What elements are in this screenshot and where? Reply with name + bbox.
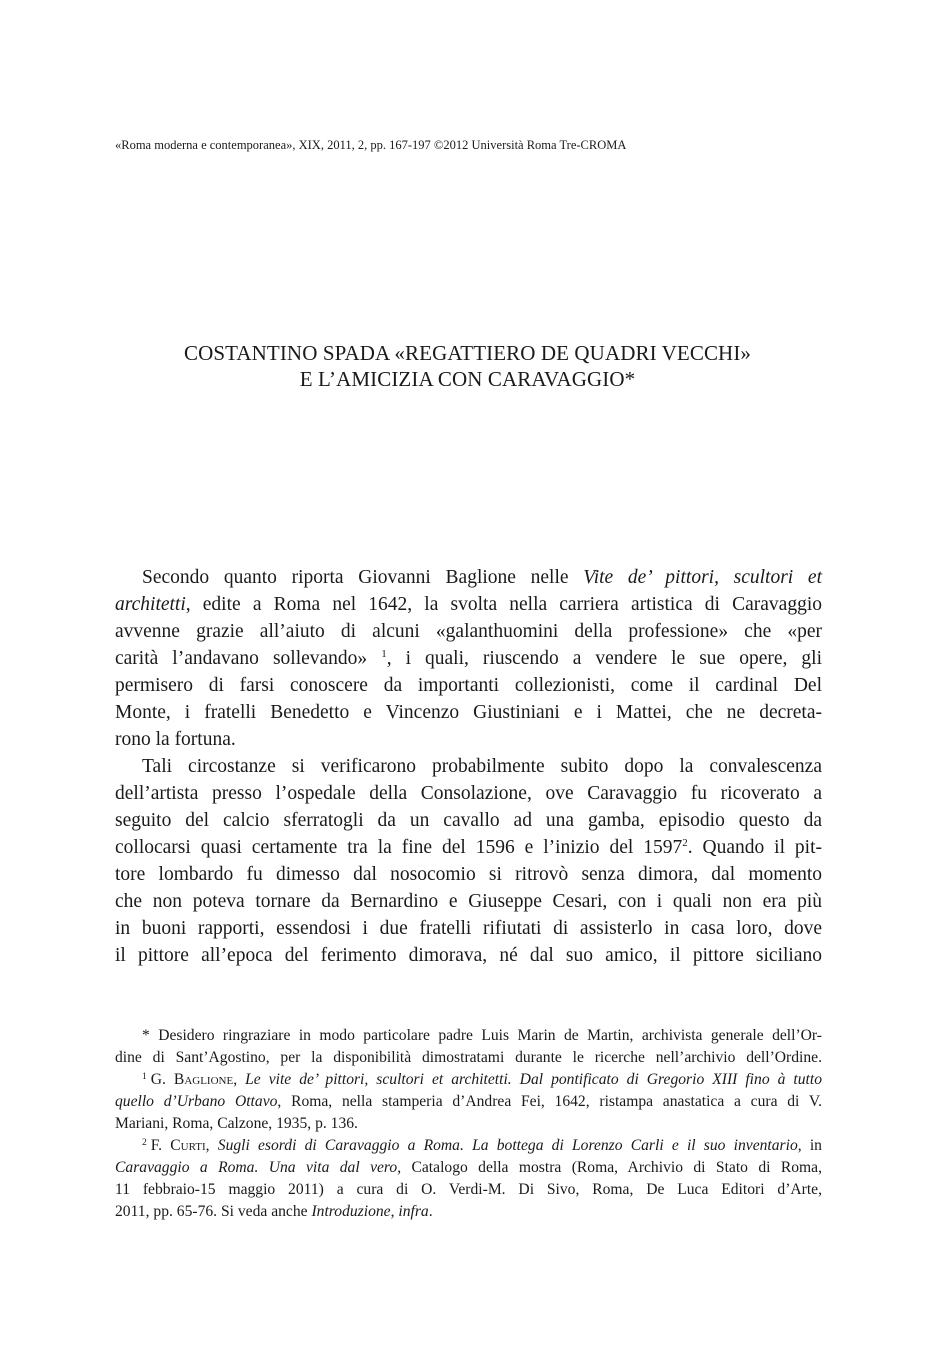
footnote-line: dine di Sant’Agostino, per la disponibilità dimostratami durante le ricerche nell’archivio dell’Ordine. xyxy=(115,1049,822,1066)
text-run: . xyxy=(428,1203,433,1220)
italic-run: infra xyxy=(398,1203,429,1220)
footnote-line xyxy=(115,1135,822,1157)
footnote-line xyxy=(115,1201,822,1223)
text-run: F. xyxy=(150,1137,171,1154)
body-line: tore lombardo fu dimesso dal nosocomio si ritrovò senza dimora, dal momento xyxy=(115,864,822,885)
italic-run: architetti xyxy=(115,594,186,615)
body-line: in buoni rapporti, essendosi i due fratelli rifiutati di assisterlo in casa loro, dove xyxy=(115,918,822,939)
author-name: Baglione xyxy=(173,1071,234,1088)
body-line: permisero di farsi conoscere da importanti collezionisti, come il cardinal Del xyxy=(115,675,822,696)
footnote-line xyxy=(115,1069,822,1091)
text-run: , Catalogo della mostra (Roma, Archivio di Stato di Roma, xyxy=(397,1159,822,1176)
body-text xyxy=(115,564,822,969)
body-line: rono la fortuna. xyxy=(115,729,236,750)
title-line-2: E L’AMICIZIA CON CARAVAGGIO* xyxy=(299,367,636,391)
italic-run: quello d’Urbano Ottavo xyxy=(115,1093,278,1110)
text-run: . Quando il pit- xyxy=(687,837,822,858)
article-title xyxy=(0,340,935,392)
body-line xyxy=(115,645,822,672)
body-line: Tali circostanze si verificarono probabilmente subito dopo la convalescenza xyxy=(142,756,822,777)
text-run: , in xyxy=(797,1137,822,1154)
body-line: avvenne grazie all’aiuto di alcuni «galanthuomini della professione» che «per xyxy=(115,621,822,642)
italic-run: Le vite de’ pittori, scultori et architetti. Dal pontificato di Gregorio XIII fino à tutto xyxy=(245,1071,823,1088)
body-line: che non poteva tornare da Bernardino e Giuseppe Cesari, con i quali non era più xyxy=(115,891,822,912)
text-run: Secondo quanto riporta Giovanni Baglione nelle xyxy=(142,567,584,588)
body-line xyxy=(115,591,822,618)
body-line: seguito del calcio sferratogli da un cavallo ad una gamba, episodio questo da xyxy=(115,810,822,831)
text-run: G. xyxy=(150,1071,174,1088)
body-line xyxy=(115,834,822,861)
title-line-1: COSTANTINO SPADA «REGATTIERO DE QUADRI VECCHI» xyxy=(183,341,752,365)
body-line xyxy=(115,564,822,591)
italic-run: Sugli esordi di Caravaggio a Roma. La bottega di Lorenzo Carli e il suo inventario xyxy=(217,1137,798,1154)
text-run: , i quali, riuscendo a vendere le sue opere, gli xyxy=(386,648,822,669)
body-line: dell’artista presso l’ospedale della Consolazione, ove Caravaggio fu ricoverato a xyxy=(115,783,822,804)
text-run: 2011, pp. 65-76. Si veda anche xyxy=(115,1203,312,1220)
footnote-line xyxy=(115,1157,822,1179)
footnote-line: 11 febbraio-15 maggio 2011) a cura di O. Verdi-M. Di Sivo, Roma, De Luca Editori d’Arte, xyxy=(115,1181,822,1198)
italic-run: Vite de’ pittori, scultori et xyxy=(583,567,822,588)
italic-run: Introduzione xyxy=(311,1203,391,1220)
italic-run: Caravaggio a Roma. Una vita dal vero xyxy=(115,1159,398,1176)
text-run: , xyxy=(390,1203,399,1220)
footnote-number: 1 xyxy=(142,1072,147,1082)
text-run: , edite a Roma nel 1642, la svolta nella carriera artistica di Caravaggio xyxy=(185,594,822,615)
author-name: Curti xyxy=(170,1137,206,1154)
text-run: , xyxy=(205,1137,218,1154)
text-run: carità l’andavano sollevando» xyxy=(115,648,382,669)
footnote-ref-2: 2 xyxy=(682,837,688,849)
footnote-line: Mariani, Roma, Calzone, 1935, p. 136. xyxy=(115,1115,358,1132)
running-head: «Roma moderna e contemporanea», XIX, 2011, 2, pp. 167-197 ©2012 Università Roma Tre-CROMA xyxy=(115,138,627,152)
footnote-number: 2 xyxy=(142,1138,147,1148)
text-run: , Roma, nella stamperia d’Andrea Fei, 1642, ristampa anastatica a cura di V. xyxy=(277,1093,822,1110)
footnote-line xyxy=(115,1091,822,1113)
body-line: Monte, i fratelli Benedetto e Vincenzo Giustiniani e i Mattei, che ne decreta- xyxy=(115,702,822,723)
text-run: collocarsi quasi certamente tra la fine del 1596 e l’inizio del 1597 xyxy=(115,837,683,858)
footnote-line: * Desidero ringraziare in modo particolare padre Luis Marin de Martin, archivista generale dell’Or- xyxy=(142,1027,822,1044)
footnotes xyxy=(115,1025,822,1223)
body-line: il pittore all’epoca del ferimento dimorava, né dal suo amico, il pittore siciliano xyxy=(115,945,822,966)
footnote-ref-1: 1 xyxy=(381,648,387,660)
text-run: , xyxy=(233,1071,246,1088)
